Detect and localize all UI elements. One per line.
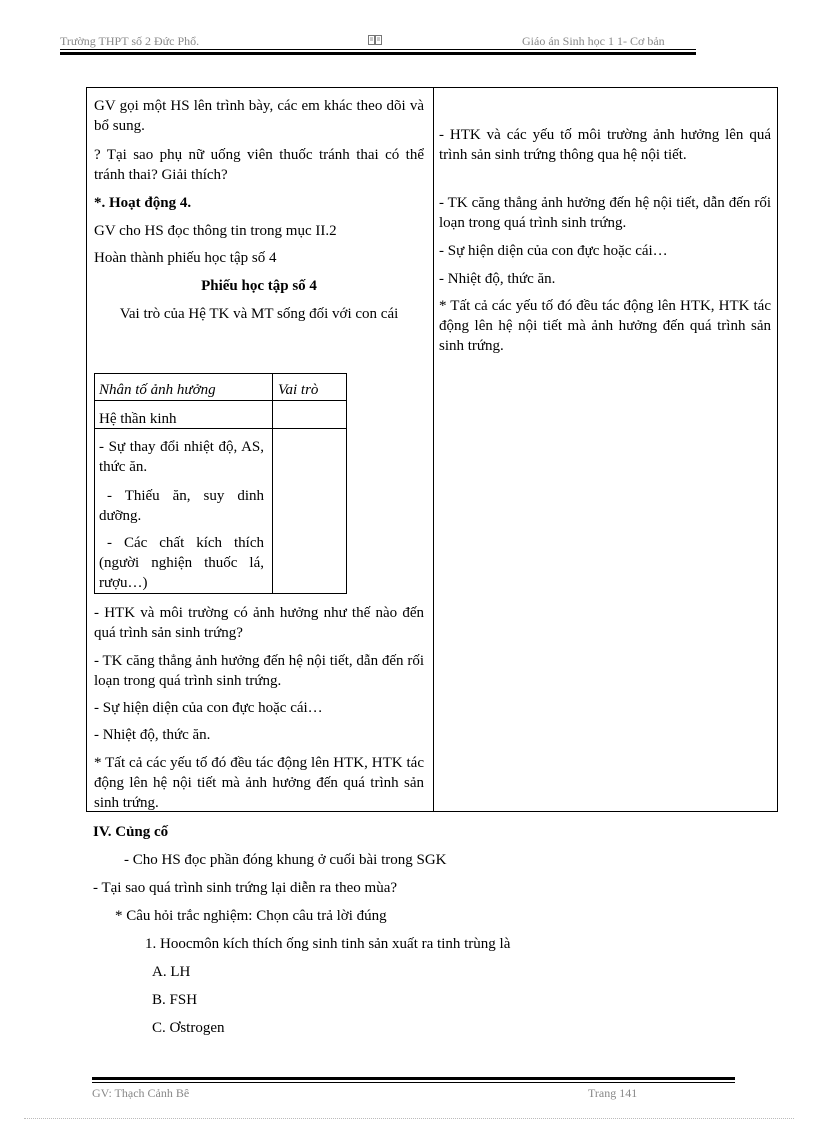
left-para-4: Hoàn thành phiếu học tập số 4: [94, 250, 277, 266]
right-para-3: - Sự hiện diện của con đực hoặc cái…: [439, 243, 668, 259]
worksheet-header-role: Vai trò: [278, 382, 319, 398]
left-para-3: GV cho HS đọc thông tin trong mục II.2: [94, 223, 337, 239]
header-subject: Giáo án Sinh học 1 1- Cơ bản: [522, 34, 665, 48]
section-line: - Cho HS đọc phần đóng khung ở cuối bài trong SGK: [124, 852, 447, 868]
quiz-instruction: * Câu hỏi trắc nghiệm: Chọn câu trả lời đúng: [115, 908, 387, 924]
footer-rule-thick: [92, 1077, 735, 1080]
section-line: - Tại sao quá trình sinh trứng lại diễn ra theo mùa?: [93, 880, 398, 896]
worksheet-table-divider: [272, 373, 273, 594]
left-para-7: - Sự hiện diện của con đực hoặc cái…: [94, 700, 323, 716]
right-para-5: * Tất cả các yếu tố đó đều tác động lên HTK, HTK tác động lên hệ nội tiết mà ảnh hưởng đến quá trình sản sinh trứng.: [439, 298, 771, 354]
column-divider: [433, 87, 434, 812]
worksheet-header-factor: Nhân tố ảnh hưởng: [99, 382, 216, 398]
header-rule: [60, 49, 696, 50]
left-para-6: - TK căng thẳng ảnh hưởng đến hệ nội tiết, dẫn đến rối loạn trong quá trình sinh trứng.: [94, 653, 424, 689]
quiz-option: B. FSH: [152, 992, 198, 1008]
footer-rule: [92, 1082, 735, 1083]
quiz-option: C. Ơstrogen: [152, 1020, 225, 1036]
header-rule-thick: [60, 52, 696, 55]
left-para-9: * Tất cả các yếu tố đó đều tác động lên HTK, HTK tác động lên hệ nội tiết mà ảnh hưởng đến quá trình sản sinh trứng.: [94, 755, 424, 811]
section-heading: IV. Củng cố: [93, 824, 169, 840]
worksheet-header-rule: [94, 400, 347, 401]
page-number: Trang 141: [588, 1086, 638, 1100]
left-para-5: - HTK và môi trường có ảnh hưởng như thế nào đến quá trình sản sinh trứng?: [94, 605, 424, 641]
book-icon: [368, 35, 382, 45]
page-edge: [24, 1118, 794, 1119]
worksheet-subtitle: Vai trò của Hệ TK và MT sống đối với con cái: [119, 306, 399, 322]
quiz-option: A. LH: [152, 964, 191, 980]
worksheet-row: - Sự thay đổi nhiệt độ, AS, thức ăn.: [99, 439, 264, 475]
activity-heading: *. Hoạt động 4.: [94, 195, 192, 211]
header-school: Trường THPT số 2 Đức Phổ.: [60, 34, 200, 48]
left-para-8: - Nhiệt độ, thức ăn.: [94, 727, 211, 743]
worksheet-row: Hệ thần kinh: [99, 411, 177, 427]
worksheet-row: - Các chất kích thích (người nghiện thuốc lá, rượu…): [99, 535, 264, 591]
left-para-1: GV gọi một HS lên trình bày, các em khác theo dõi và bổ sung.: [94, 98, 424, 134]
right-para-1: - HTK và các yếu tố môi trường ảnh hưởng lên quá trình sản sinh trứng thông qua hệ nội tiết.: [439, 127, 771, 163]
right-para-4: - Nhiệt độ, thức ăn.: [439, 271, 556, 287]
footer-teacher: GV: Thạch Cảnh Bê: [92, 1086, 190, 1100]
worksheet-row: - Thiếu ăn, suy dinh dưỡng.: [99, 488, 264, 524]
right-para-2: - TK căng thẳng ảnh hưởng đến hệ nội tiết, dẫn đến rối loạn trong quá trình sinh trứng.: [439, 195, 771, 231]
left-question: ? Tại sao phụ nữ uống viên thuốc tránh thai có thể tránh thai? Giải thích?: [94, 147, 424, 183]
worksheet-title: Phiếu học tập số 4: [201, 278, 317, 294]
quiz-question: 1. Hoocmôn kích thích ống sinh tinh sản xuất ra tinh trùng là: [145, 936, 511, 952]
